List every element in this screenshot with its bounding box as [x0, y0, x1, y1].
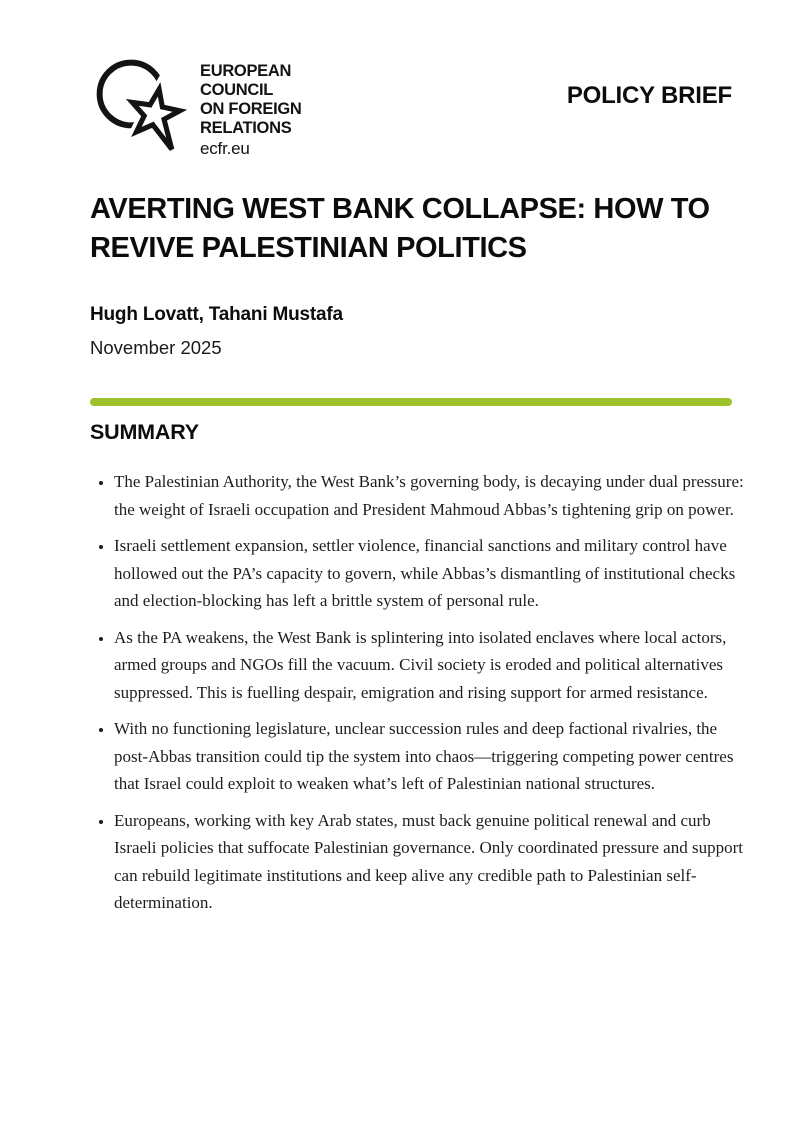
logo-org-line: ON FOREIGN [200, 100, 302, 118]
ecfr-logo [90, 55, 302, 159]
green-divider-rule [90, 398, 732, 406]
summary-bullet: • As the PA weakens, the West Bank is splintering into isolated enclaves where local actors, armed groups and NGOs fill the vacuum. Civil society is eroded and political alternatives suppressed. This is fuelling despair, emigration and rising support for armed resistance. [114, 624, 744, 707]
logo-org-line: RELATIONS [200, 119, 292, 137]
doc-type-label: POLICY BRIEF [566, 82, 732, 109]
summary-bullet: • The Palestinian Authority, the West Bank’s governing body, is decaying under dual pressure: the weight of Israeli occupation and President Mahmoud Abbas’s tightening grip on power. [114, 468, 744, 523]
summary-heading: SUMMARY [90, 420, 199, 444]
summary-bullet: • Israeli settlement expansion, settler violence, financial sanctions and military control have hollowed out the PA’s capacity to govern, while Abbas’s dismantling of institutional checks and election-blocking has left a brittle system of personal rule. [114, 532, 744, 615]
logo-wordmark [200, 62, 302, 159]
logo-org-line: COUNCIL [200, 81, 274, 99]
page-title: AVERTING WEST BANK COLLAPSE: HOW TO REVIVE PALESTINIAN POLITICS [90, 193, 710, 264]
header [90, 55, 732, 159]
publication-date: November 2025 [90, 337, 222, 358]
logo-org-line: EUROPEAN [200, 62, 292, 80]
ecfr-star-circle-icon [90, 55, 194, 155]
summary-bullet: • Europeans, working with key Arab states, must back genuine political renewal and curb Israeli policies that suffocate Palestinian governance. Only coordinated pressure and support can rebuild legitimate institutions and keep alive any credible path to Palestinian self-determination. [114, 807, 744, 917]
summary-bullet-list [90, 468, 744, 917]
logo-url: ecfr.eu [200, 139, 250, 158]
authors: Hugh Lovatt, Tahani Mustafa [90, 304, 343, 325]
summary-bullet: • With no functioning legislature, unclear succession rules and deep factional rivalries, the post-Abbas transition could tip the system into chaos—triggering competing power centres that Israel could exploit to weaken what’s left of Palestinian national structures. [114, 715, 744, 798]
